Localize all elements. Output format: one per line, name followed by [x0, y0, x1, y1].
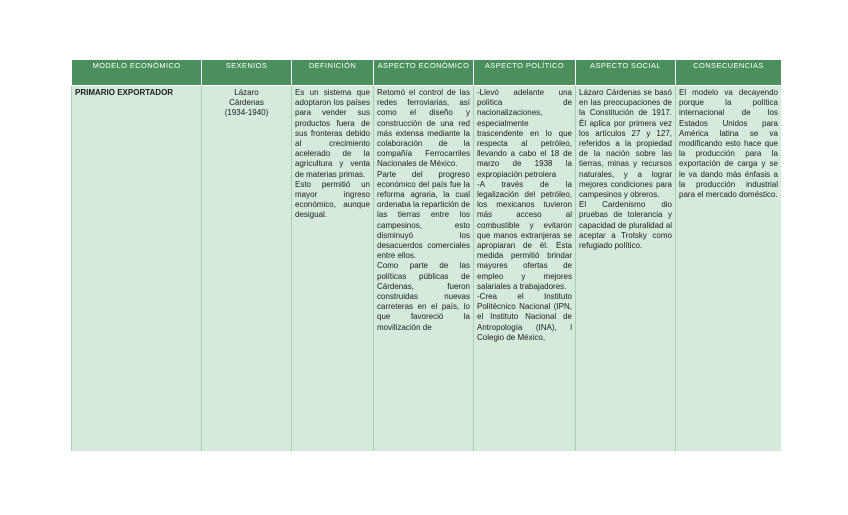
cell-modelo: [72, 86, 202, 452]
definicion-text: Es un sistema que adoptaron los países para vender sus productos fuera de sus fronteras debido al crecimiento acelerado de la agricultura y venta de materias primas. Esto permitió un mayor ingreso económico, aunque desigual.: [295, 88, 370, 220]
cell-definicion: [292, 86, 374, 452]
table-row: [72, 86, 782, 452]
politico-text: -Llevó adelante una política de nacionalizaciones, especialmente trascendente en lo que respecta al petróleo, llevando a cabo el 18 de marzo de 1938 la expropiación petrolera -A través de la legalización del petróleo, los mexicanos tuvieron más acceso al combustible y evitaron que manos extranjeras se apropiaran de él. Esta medida permitió brindar mayores ofertas de empleo y mejores salariales a trabajadores. -Crea el Instituto Politécnico Nacional (IPN, el Instituto Nacional de Antropología (INA), l Colegio de México,: [477, 88, 572, 342]
cell-sexenio: [202, 86, 292, 452]
header-sexenios: SEXENIOS: [202, 60, 292, 86]
sexenio-text: Lázaro Cárdenas (1934-1940): [224, 88, 269, 118]
cell-consecuencias: [676, 86, 782, 452]
header-modelo: MODELO ECONÓMICO: [72, 60, 202, 86]
modelo-text: PRIMARIO EXPORTADOR: [75, 88, 174, 97]
header-row: [72, 60, 782, 86]
consecuencias-text: El modelo va decayendo porque la política internacional de los Estados Unidos para América latina se va modificando esto hace que la producción para la exportación de carga y se le va dando más énfasis a la producción industrial para el mercado doméstico.: [679, 88, 778, 200]
economico-text: Retomó el control de las redes ferroviarias, así como el diseño y construcción de una red más extensa mediante la colaboración de la compañía Ferrocarriles Nacionales de México. Parte del progreso económico del país fue la reforma agraria, la cual ordenaba la repartición de las tierras entre los campesinos, esto disminuyó los desacuerdos comerciales entre ellos. Como parte de las políticas públicas de Cárdenas, fueron construidas nuevas carreteras en el país, lo que favoreció la movilización de: [377, 88, 470, 332]
header-consecuencias: CONSECUENCIAS: [676, 60, 782, 86]
social-text: Lázaro Cárdenas se basó en las preocupaciones de la Constitución de 1917. Él aplica por primera vez los artículos 27 y 127, referidos a la propiedad de la nación sobre las tierras, minas y recursos naturales, y a lograr mejores condiciones para campesinos y obreros. El Cardenismo dio pruebas de tolerancia y capacidad de pluralidad al aceptar a Trotsky como refugiado político.: [579, 88, 672, 251]
header-definicion: DEFINICIÓN: [292, 60, 374, 86]
economic-models-table: [71, 59, 781, 451]
header-aspecto-social: ASPECTO SOCIAL: [576, 60, 676, 86]
cell-aspecto-economico: [374, 86, 474, 452]
header-aspecto-politico: ASPECTO POLÍTICO: [474, 60, 576, 86]
cell-aspecto-politico: [474, 86, 576, 452]
cell-aspecto-social: [576, 86, 676, 452]
header-aspecto-economico: ASPECTO ECONÓMICO: [374, 60, 474, 86]
economic-models-table-container: [71, 59, 781, 451]
